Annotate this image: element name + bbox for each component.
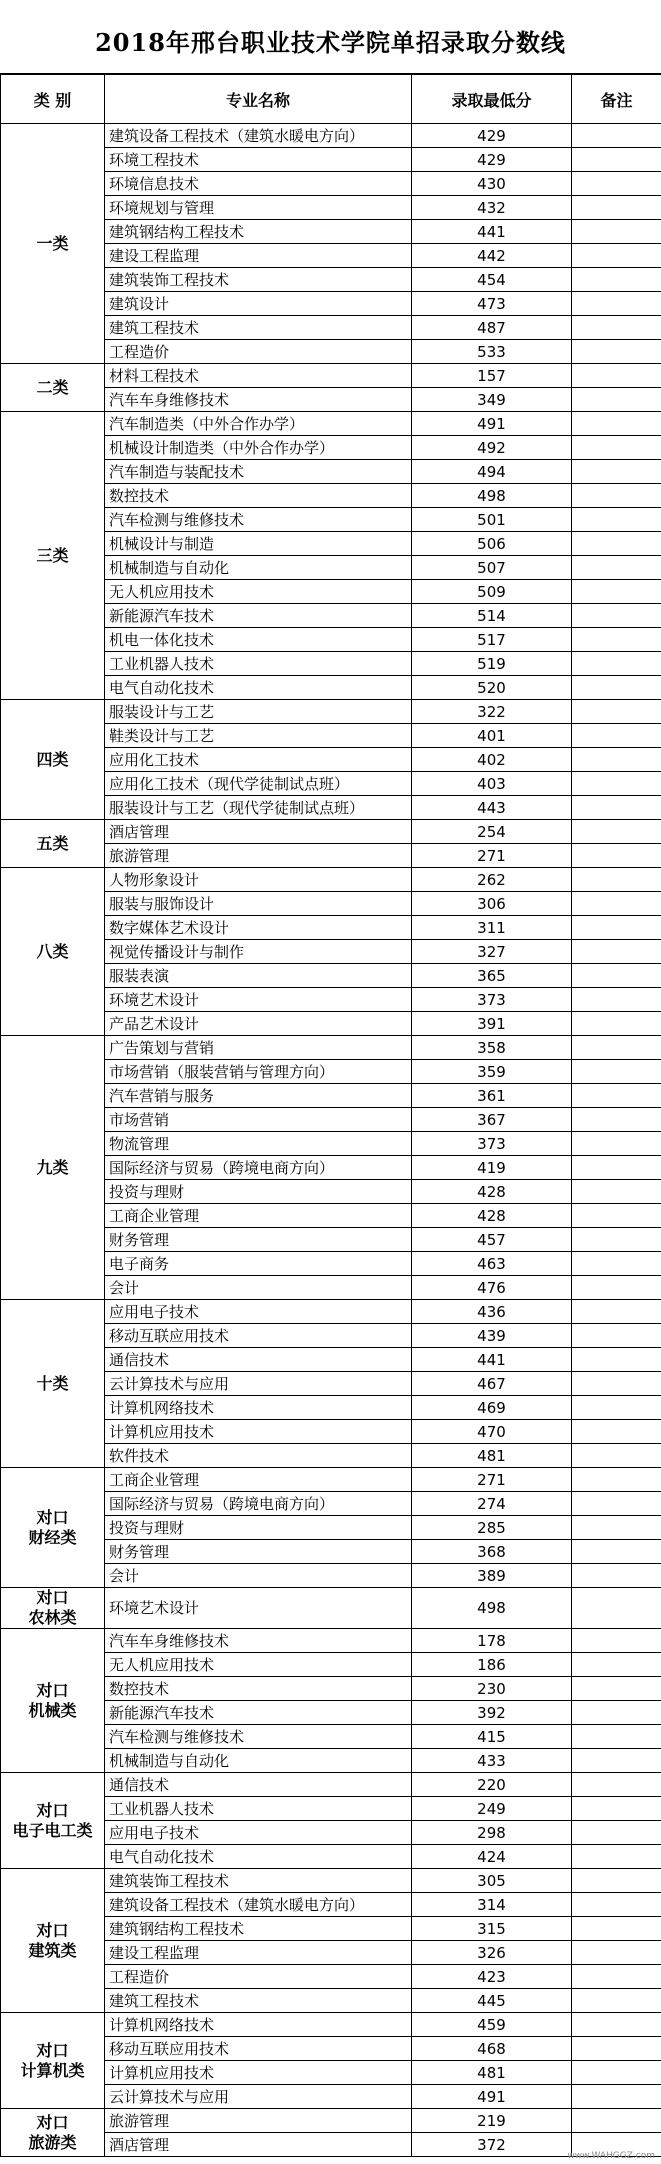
category-cell: 九类 [1, 1036, 105, 1300]
note-cell [572, 1444, 661, 1468]
min-score-cell: 433 [412, 1749, 572, 1773]
min-score-cell: 439 [412, 1324, 572, 1348]
major-name-cell: 工商企业管理 [105, 1468, 412, 1492]
category-cell: 对口 计算机类 [1, 2013, 105, 2109]
note-cell [572, 1773, 661, 1797]
major-name-cell: 机械制造与自动化 [105, 556, 412, 580]
min-score-cell: 186 [412, 1653, 572, 1677]
min-score-cell: 459 [412, 2013, 572, 2037]
min-score-cell: 520 [412, 676, 572, 700]
major-name-cell: 国际经济与贸易（跨境电商方向） [105, 1156, 412, 1180]
min-score-cell: 365 [412, 964, 572, 988]
major-name-cell: 数控技术 [105, 484, 412, 508]
major-name-cell: 通信技术 [105, 1773, 412, 1797]
note-cell [572, 1797, 661, 1821]
min-score-cell: 467 [412, 1372, 572, 1396]
major-name-cell: 机电一体化技术 [105, 628, 412, 652]
major-name-cell: 计算机网络技术 [105, 2013, 412, 2037]
note-cell [572, 1845, 661, 1869]
min-score-cell: 322 [412, 700, 572, 724]
major-name-cell: 新能源汽车技术 [105, 604, 412, 628]
note-cell [572, 868, 661, 892]
major-name-cell: 会计 [105, 1564, 412, 1588]
major-name-cell: 建设工程监理 [105, 1941, 412, 1965]
major-name-cell: 财务管理 [105, 1540, 412, 1564]
min-score-cell: 509 [412, 580, 572, 604]
page-title: 2018年邢台职业技术学院单招录取分数线 [0, 0, 661, 74]
min-score-cell: 491 [412, 412, 572, 436]
min-score-cell: 262 [412, 868, 572, 892]
min-score-cell: 432 [412, 196, 572, 220]
note-cell [572, 1965, 661, 1989]
major-name-cell: 无人机应用技术 [105, 1653, 412, 1677]
min-score-cell: 429 [412, 124, 572, 148]
min-score-cell: 498 [412, 1588, 572, 1629]
note-cell [572, 580, 661, 604]
major-name-cell: 产品艺术设计 [105, 1012, 412, 1036]
min-score-cell: 298 [412, 1821, 572, 1845]
major-name-cell: 物流管理 [105, 1132, 412, 1156]
table-row [1, 1869, 661, 1893]
note-cell [572, 892, 661, 916]
min-score-cell: 476 [412, 1276, 572, 1300]
min-score-cell: 428 [412, 1204, 572, 1228]
major-name-cell: 广告策划与营销 [105, 1036, 412, 1060]
note-cell [572, 796, 661, 820]
major-name-cell: 建筑钢结构工程技术 [105, 220, 412, 244]
min-score-cell: 457 [412, 1228, 572, 1252]
major-name-cell: 云计算技术与应用 [105, 1372, 412, 1396]
note-cell [572, 1629, 661, 1653]
min-score-cell: 517 [412, 628, 572, 652]
major-name-cell: 酒店管理 [105, 820, 412, 844]
min-score-cell: 481 [412, 2061, 572, 2085]
major-name-cell: 工程造价 [105, 340, 412, 364]
major-name-cell: 建筑装饰工程技术 [105, 268, 412, 292]
note-cell [572, 1821, 661, 1845]
note-cell [572, 388, 661, 412]
major-name-cell: 旅游管理 [105, 844, 412, 868]
major-name-cell: 机械设计与制造 [105, 532, 412, 556]
min-score-cell: 470 [412, 1420, 572, 1444]
major-name-cell: 汽车制造与装配技术 [105, 460, 412, 484]
major-name-cell: 电气自动化技术 [105, 676, 412, 700]
note-cell [572, 1701, 661, 1725]
min-score-cell: 254 [412, 820, 572, 844]
table-row [1, 1629, 661, 1653]
note-cell [572, 268, 661, 292]
major-name-cell: 汽车检测与维修技术 [105, 1725, 412, 1749]
table-row [1, 868, 661, 892]
note-cell [572, 940, 661, 964]
min-score-cell: 430 [412, 172, 572, 196]
major-name-cell: 汽车营销与服务 [105, 1084, 412, 1108]
major-name-cell: 数控技术 [105, 1677, 412, 1701]
note-cell [572, 1228, 661, 1252]
note-cell [572, 196, 661, 220]
note-cell [572, 172, 661, 196]
min-score-cell: 436 [412, 1300, 572, 1324]
table-row [1, 124, 661, 148]
category-cell: 对口 电子电工类 [1, 1773, 105, 1869]
major-name-cell: 服装与服饰设计 [105, 892, 412, 916]
note-cell [572, 748, 661, 772]
major-name-cell: 计算机应用技术 [105, 1420, 412, 1444]
note-cell [572, 1372, 661, 1396]
major-name-cell: 环境规划与管理 [105, 196, 412, 220]
min-score-cell: 326 [412, 1941, 572, 1965]
note-cell [572, 1276, 661, 1300]
category-cell: 八类 [1, 868, 105, 1036]
table-row [1, 820, 661, 844]
note-cell [572, 1540, 661, 1564]
note-cell [572, 1492, 661, 1516]
major-name-cell: 投资与理财 [105, 1516, 412, 1540]
min-score-cell: 285 [412, 1516, 572, 1540]
table-row [1, 2109, 661, 2133]
min-score-cell: 501 [412, 508, 572, 532]
major-name-cell: 应用化工技术（现代学徒制试点班） [105, 772, 412, 796]
note-cell [572, 484, 661, 508]
watermark: www.WAHGGZ.com [567, 2151, 655, 2161]
major-name-cell: 鞋类设计与工艺 [105, 724, 412, 748]
min-score-cell: 428 [412, 1180, 572, 1204]
major-name-cell: 建筑装饰工程技术 [105, 1869, 412, 1893]
min-score-cell: 487 [412, 316, 572, 340]
note-cell [572, 220, 661, 244]
note-cell [572, 364, 661, 388]
note-cell [572, 1108, 661, 1132]
category-cell: 五类 [1, 820, 105, 868]
table-row [1, 1300, 661, 1324]
major-name-cell: 国际经济与贸易（跨境电商方向） [105, 1492, 412, 1516]
note-cell [572, 604, 661, 628]
min-score-cell: 358 [412, 1036, 572, 1060]
major-name-cell: 通信技术 [105, 1348, 412, 1372]
note-cell [572, 316, 661, 340]
min-score-cell: 468 [412, 2037, 572, 2061]
min-score-cell: 403 [412, 772, 572, 796]
note-cell [572, 2037, 661, 2061]
header-score: 录取最低分 [412, 75, 572, 124]
note-cell [572, 652, 661, 676]
major-name-cell: 工程造价 [105, 1965, 412, 1989]
min-score-cell: 274 [412, 1492, 572, 1516]
note-cell [572, 436, 661, 460]
note-cell [572, 988, 661, 1012]
min-score-cell: 373 [412, 1132, 572, 1156]
major-name-cell: 计算机应用技术 [105, 2061, 412, 2085]
min-score-cell: 429 [412, 148, 572, 172]
table-row [1, 364, 661, 388]
note-cell [572, 2109, 661, 2133]
major-name-cell: 云计算技术与应用 [105, 2085, 412, 2109]
table-row [1, 2013, 661, 2037]
min-score-cell: 441 [412, 220, 572, 244]
min-score-cell: 314 [412, 1893, 572, 1917]
category-cell: 十类 [1, 1300, 105, 1468]
major-name-cell: 服装设计与工艺 [105, 700, 412, 724]
min-score-cell: 327 [412, 940, 572, 964]
note-cell [572, 1420, 661, 1444]
min-score-cell: 469 [412, 1396, 572, 1420]
major-name-cell: 工业机器人技术 [105, 1797, 412, 1821]
note-cell [572, 1564, 661, 1588]
min-score-cell: 315 [412, 1917, 572, 1941]
note-cell [572, 412, 661, 436]
major-name-cell: 会计 [105, 1276, 412, 1300]
note-cell [572, 1468, 661, 1492]
major-name-cell: 环境信息技术 [105, 172, 412, 196]
major-name-cell: 旅游管理 [105, 2109, 412, 2133]
note-cell [572, 1893, 661, 1917]
category-cell: 一类 [1, 124, 105, 364]
min-score-cell: 419 [412, 1156, 572, 1180]
min-score-cell: 373 [412, 988, 572, 1012]
min-score-cell: 368 [412, 1540, 572, 1564]
note-cell [572, 1180, 661, 1204]
major-name-cell: 材料工程技术 [105, 364, 412, 388]
min-score-cell: 367 [412, 1108, 572, 1132]
major-name-cell: 视觉传播设计与制作 [105, 940, 412, 964]
min-score-cell: 306 [412, 892, 572, 916]
min-score-cell: 220 [412, 1773, 572, 1797]
note-cell [572, 340, 661, 364]
category-cell: 对口 财经类 [1, 1468, 105, 1588]
note-cell [572, 1084, 661, 1108]
major-name-cell: 建设工程监理 [105, 244, 412, 268]
min-score-cell: 494 [412, 460, 572, 484]
major-name-cell: 应用化工技术 [105, 748, 412, 772]
min-score-cell: 402 [412, 748, 572, 772]
min-score-cell: 311 [412, 916, 572, 940]
note-cell [572, 556, 661, 580]
min-score-cell: 230 [412, 1677, 572, 1701]
major-name-cell: 工商企业管理 [105, 1204, 412, 1228]
note-cell [572, 1869, 661, 1893]
major-name-cell: 数字媒体艺术设计 [105, 916, 412, 940]
min-score-cell: 219 [412, 2109, 572, 2133]
min-score-cell: 463 [412, 1252, 572, 1276]
note-cell [572, 2085, 661, 2109]
min-score-cell: 473 [412, 292, 572, 316]
min-score-cell: 271 [412, 844, 572, 868]
note-cell [572, 1324, 661, 1348]
note-cell [572, 1204, 661, 1228]
min-score-cell: 361 [412, 1084, 572, 1108]
note-cell [572, 148, 661, 172]
min-score-cell: 424 [412, 1845, 572, 1869]
note-cell [572, 508, 661, 532]
table-row [1, 1036, 661, 1060]
major-name-cell: 应用电子技术 [105, 1300, 412, 1324]
table-body [1, 124, 661, 2157]
table-row [1, 700, 661, 724]
note-cell [572, 244, 661, 268]
min-score-cell: 506 [412, 532, 572, 556]
min-score-cell: 514 [412, 604, 572, 628]
min-score-cell: 481 [412, 1444, 572, 1468]
min-score-cell: 443 [412, 796, 572, 820]
min-score-cell: 492 [412, 436, 572, 460]
category-cell: 三类 [1, 412, 105, 700]
note-cell [572, 460, 661, 484]
major-name-cell: 建筑工程技术 [105, 316, 412, 340]
min-score-cell: 401 [412, 724, 572, 748]
table-row [1, 412, 661, 436]
note-cell [572, 1653, 661, 1677]
min-score-cell: 271 [412, 1468, 572, 1492]
header-major: 专业名称 [105, 75, 412, 124]
major-name-cell: 汽车车身维修技术 [105, 1629, 412, 1653]
major-name-cell: 工业机器人技术 [105, 652, 412, 676]
min-score-cell: 454 [412, 268, 572, 292]
header-note: 备注 [572, 75, 661, 124]
note-cell [572, 1749, 661, 1773]
category-cell: 四类 [1, 700, 105, 820]
table-row [1, 1773, 661, 1797]
major-name-cell: 服装设计与工艺（现代学徒制试点班） [105, 796, 412, 820]
min-score-cell: 533 [412, 340, 572, 364]
score-table [0, 74, 661, 2157]
table-row [1, 1588, 661, 1629]
min-score-cell: 519 [412, 652, 572, 676]
min-score-cell: 498 [412, 484, 572, 508]
note-cell [572, 1941, 661, 1965]
min-score-cell: 305 [412, 1869, 572, 1893]
min-score-cell: 507 [412, 556, 572, 580]
min-score-cell: 441 [412, 1348, 572, 1372]
major-name-cell: 环境艺术设计 [105, 1588, 412, 1629]
note-cell [572, 844, 661, 868]
category-cell: 对口 农林类 [1, 1588, 105, 1629]
category-cell: 对口 建筑类 [1, 1869, 105, 2013]
min-score-cell: 391 [412, 1012, 572, 1036]
major-name-cell: 服装表演 [105, 964, 412, 988]
major-name-cell: 建筑钢结构工程技术 [105, 1917, 412, 1941]
note-cell [572, 1012, 661, 1036]
major-name-cell: 建筑设计 [105, 292, 412, 316]
major-name-cell: 建筑工程技术 [105, 1989, 412, 2013]
category-cell: 对口 机械类 [1, 1629, 105, 1773]
major-name-cell: 建筑设备工程技术（建筑水暖电方向） [105, 1893, 412, 1917]
note-cell [572, 1036, 661, 1060]
note-cell [572, 1396, 661, 1420]
category-cell: 对口 旅游类 [1, 2109, 105, 2157]
min-score-cell: 249 [412, 1797, 572, 1821]
note-cell [572, 772, 661, 796]
major-name-cell: 市场营销 [105, 1108, 412, 1132]
min-score-cell: 389 [412, 1564, 572, 1588]
note-cell [572, 1516, 661, 1540]
major-name-cell: 软件技术 [105, 1444, 412, 1468]
major-name-cell: 投资与理财 [105, 1180, 412, 1204]
note-cell [572, 964, 661, 988]
min-score-cell: 359 [412, 1060, 572, 1084]
major-name-cell: 环境工程技术 [105, 148, 412, 172]
major-name-cell: 建筑设备工程技术（建筑水暖电方向） [105, 124, 412, 148]
major-name-cell: 新能源汽车技术 [105, 1701, 412, 1725]
note-cell [572, 292, 661, 316]
note-cell [572, 1677, 661, 1701]
major-name-cell: 财务管理 [105, 1228, 412, 1252]
major-name-cell: 无人机应用技术 [105, 580, 412, 604]
major-name-cell: 汽车制造类（中外合作办学） [105, 412, 412, 436]
major-name-cell: 机械制造与自动化 [105, 1749, 412, 1773]
note-cell [572, 1156, 661, 1180]
note-cell [572, 1300, 661, 1324]
note-cell [572, 124, 661, 148]
major-name-cell: 应用电子技术 [105, 1821, 412, 1845]
major-name-cell: 计算机网络技术 [105, 1396, 412, 1420]
min-score-cell: 423 [412, 1965, 572, 1989]
min-score-cell: 445 [412, 1989, 572, 2013]
min-score-cell: 392 [412, 1701, 572, 1725]
major-name-cell: 汽车检测与维修技术 [105, 508, 412, 532]
min-score-cell: 491 [412, 2085, 572, 2109]
table-header-row [1, 75, 661, 124]
major-name-cell: 环境艺术设计 [105, 988, 412, 1012]
note-cell [572, 1989, 661, 2013]
header-category: 类 别 [1, 75, 105, 124]
major-name-cell: 电子商务 [105, 1252, 412, 1276]
major-name-cell: 人物形象设计 [105, 868, 412, 892]
min-score-cell: 349 [412, 388, 572, 412]
note-cell [572, 1588, 661, 1629]
note-cell [572, 1348, 661, 1372]
note-cell [572, 1060, 661, 1084]
note-cell [572, 628, 661, 652]
min-score-cell: 442 [412, 244, 572, 268]
category-cell: 二类 [1, 364, 105, 412]
note-cell [572, 676, 661, 700]
major-name-cell: 移动互联应用技术 [105, 2037, 412, 2061]
min-score-cell: 415 [412, 1725, 572, 1749]
major-name-cell: 市场营销（服装营销与管理方向） [105, 1060, 412, 1084]
major-name-cell: 汽车车身维修技术 [105, 388, 412, 412]
note-cell [572, 2061, 661, 2085]
note-cell [572, 1132, 661, 1156]
major-name-cell: 机械设计制造类（中外合作办学） [105, 436, 412, 460]
note-cell [572, 724, 661, 748]
note-cell [572, 916, 661, 940]
major-name-cell: 移动互联应用技术 [105, 1324, 412, 1348]
min-score-cell: 157 [412, 364, 572, 388]
major-name-cell: 电气自动化技术 [105, 1845, 412, 1869]
note-cell [572, 1252, 661, 1276]
min-score-cell: 178 [412, 1629, 572, 1653]
major-name-cell: 酒店管理 [105, 2133, 412, 2157]
note-cell [572, 820, 661, 844]
note-cell [572, 700, 661, 724]
note-cell [572, 1725, 661, 1749]
note-cell [572, 1917, 661, 1941]
table-row [1, 1468, 661, 1492]
note-cell [572, 532, 661, 556]
note-cell [572, 2013, 661, 2037]
min-score-cell: 372 [412, 2133, 572, 2157]
